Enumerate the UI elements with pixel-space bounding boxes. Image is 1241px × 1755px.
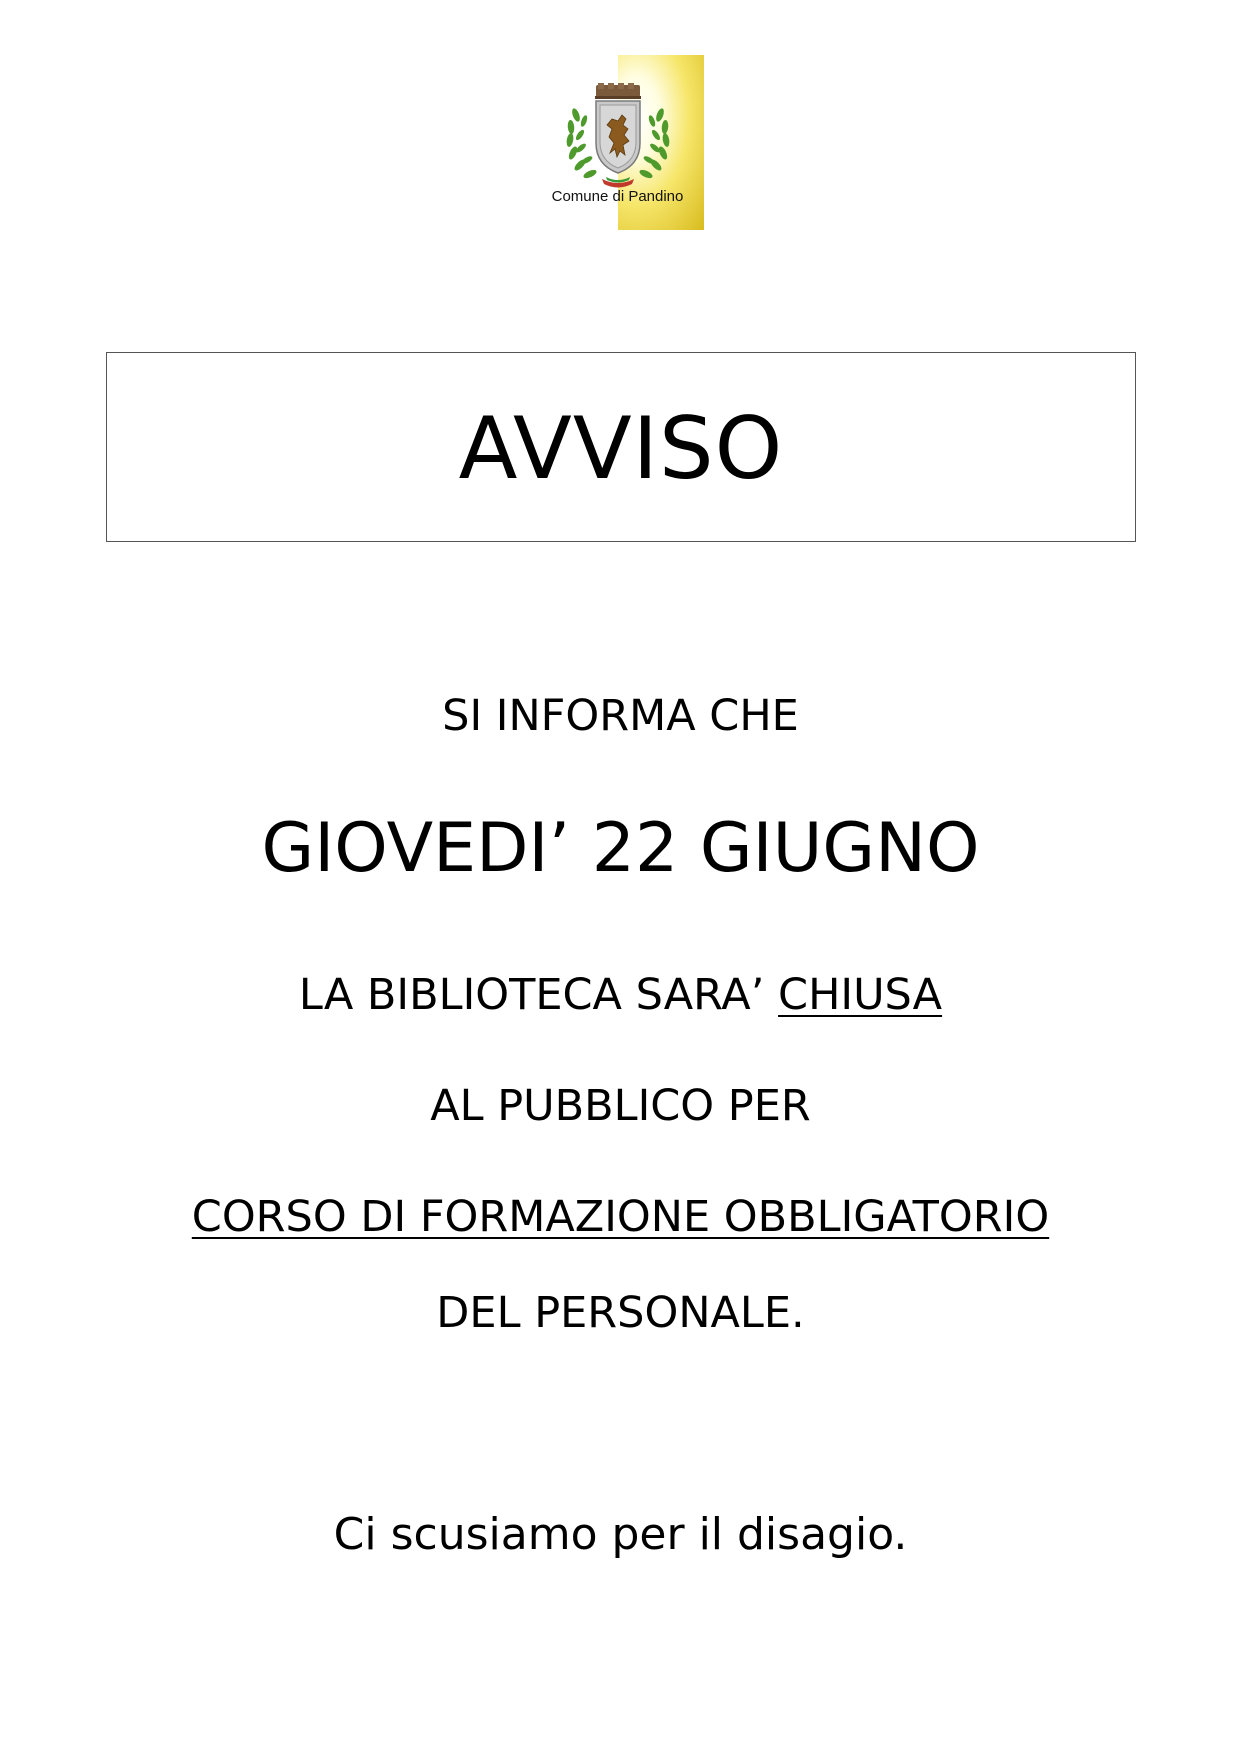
municipality-logo [531, 55, 704, 230]
page-title: AVVISO [458, 399, 784, 499]
reason-text: CORSO DI FORMAZIONE OBBLIGATORIO [191, 1192, 1050, 1242]
closure-line [0, 970, 1241, 1020]
closure-prefix: LA BIBLIOTECA SARA’ [298, 970, 779, 1020]
public-line: AL PUBBLICO PER [430, 1081, 811, 1131]
apology-text: Ci scusiamo per il disagio. [333, 1509, 908, 1560]
intro-text: SI INFORMA CHE [442, 691, 799, 741]
date-text: GIOVEDI’ 22 GIUGNO [261, 809, 980, 888]
reason-suffix: DEL PERSONALE. [436, 1288, 805, 1338]
coat-of-arms-icon [562, 81, 674, 191]
title-box [106, 352, 1136, 542]
reason-line [0, 1192, 1241, 1242]
logo-caption: Comune di Pandino [551, 188, 684, 205]
closure-word: CHIUSA [778, 970, 943, 1020]
